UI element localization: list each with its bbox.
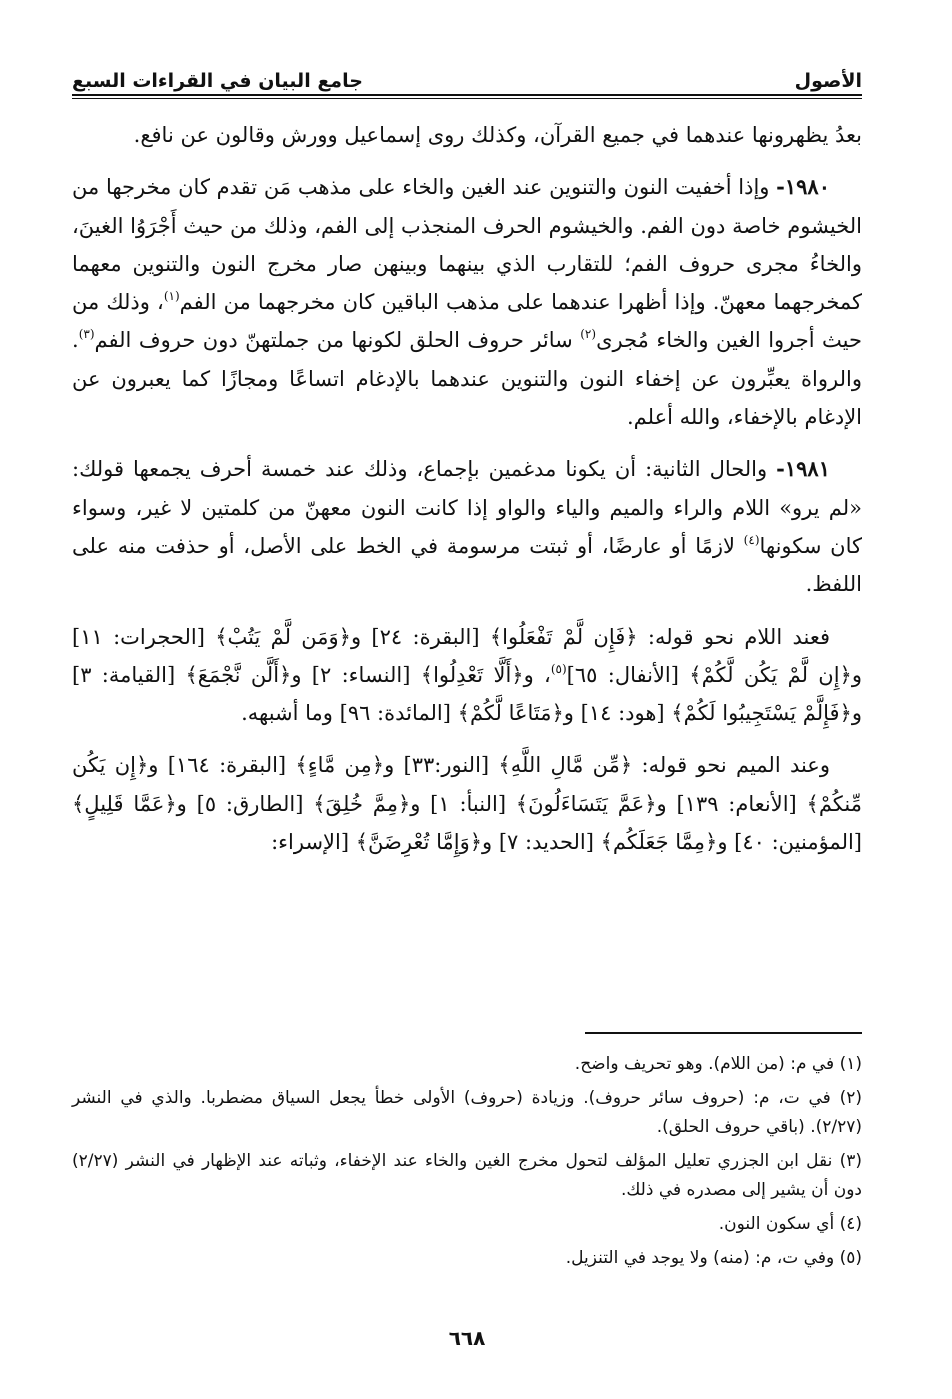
footnote-ref[interactable]: (٣) — [78, 327, 95, 342]
paragraph-1981 — [72, 450, 862, 603]
paragraph-text: والحال الثانية: أن يكونا مدغمين بإجماع، وذلك عند خمسة أحرف يجمعها قولك: «لم يرو» اللام والراء والميم والياء والواو إذا كانت النون معهنّ من كلمتين لا غير، وسواء كان سكونها — [72, 457, 862, 558]
book-page — [72, 0, 862, 1399]
paragraph-text: ، وذلك من حيث أجروا الغين والخاء مُجرى — [72, 290, 862, 353]
paragraph-text: بعدُ يظهرونها عندهما في جميع القرآن، وكذلك روى إسماعيل وورش وقالون عن نافع. — [133, 123, 862, 147]
book-title: جامع البيان في القراءات السبع — [72, 70, 363, 92]
paragraph-mim-examples — [72, 746, 862, 861]
paragraph-number: ١٩٨٠- — [776, 174, 830, 200]
paragraph-text: ، و﴿أَلَّا تَعْدِلُوا﴾ [النساء: ٢] و﴿أَلَّن نَّجْمَعَ﴾ [القيامة: ٣] و﴿فَإِلَّمْ يَسْتَجِيبُوا لَكُمْ﴾ [هود: ١٤] و﴿مَتَاعًا لَّكُمْ﴾ [المائدة: ٩٦] وما أشبهه. — [72, 662, 862, 726]
paragraph-text: سائر حروف الحلق لكونها من جملتهنّ دون حروف الفم — [94, 328, 581, 353]
paragraph-1980 — [72, 168, 862, 436]
paragraph-text: وعند الميم نحو قوله: ﴿مِّن مَّالِ اللَّهِ﴾ [النور:٣٣] و﴿مِن مَّاءٍ﴾ [البقرة: ١٦٤] و﴿إِن يَكُن مِّنكُمْ﴾ [الأنعام: ١٣٩] و﴿عَمَّ يَتَسَاءَلُونَ﴾ [النبأ: ١] و﴿مِمَّ خُلِقَ﴾ [الطارق: ٥] و﴿عَمَّا قَلِيلٍ﴾ [المؤمنين: ٤٠] و﴿مِمَّا جَعَلَكُم﴾ [الحديد: ٧] و﴿وَإِمَّا تُعْرِضَنَّ﴾ [الإسراء: — [72, 753, 862, 855]
footnotes — [72, 1050, 862, 1278]
paragraph-text: وإذا أخفيت النون والتنوين عند الغين والخاء على مذهب مَن تقدم كان مخرجها من الخيشوم خاصة دون الفم. والخيشوم الحرف المنجذب إلى الفم، وذلك من حيث أَجْرَوُا الغينَ، والخاءُ مجرى حروف الفم؛ للتقارب الذي بينهما وبينهن صار مخرج النون والتنوين معهما كمخرجهما معهنّ. وإذا أظهرا عندهما على مذهب الباقين كان مخرجهما من الفم — [72, 175, 863, 315]
paragraph-text: . والرواة يعبِّرون عن إخفاء النون والتنوين عندهما بالإدغام اتساعًا ومجازًا كما يعبرون عن الإدغام بالإخفاء، والله أعلم. — [72, 328, 862, 430]
footnote-ref[interactable]: (١) — [163, 289, 180, 304]
paragraph-continuation — [72, 116, 862, 154]
page-number: ٦٦٨ — [448, 1326, 486, 1350]
paragraph-text: فعند اللام نحو قوله: ﴿فَإِن لَّمْ تَفْعَلُوا﴾ [البقرة: ٢٤] و﴿وَمَن لَّمْ يَتُبْ﴾ [الحجرات: ١١] و﴿إِن لَّمْ يَكُن لَّكُمْ﴾ [الأنفال: ٦٥] — [72, 624, 862, 687]
footnote-ref[interactable]: (٥) — [550, 661, 567, 676]
running-header — [72, 58, 862, 96]
main-text — [72, 116, 862, 875]
footnote-ref[interactable]: (٢) — [580, 327, 597, 342]
footnote-2: (٢) في ت، م: (حروف سائر حروف). وزيادة (حروف) الأولى خطأ يجعل السياق مضطربا. والذي في النشر (٢/٢٧). (باقي حروف الحلق). — [72, 1088, 862, 1137]
paragraph-text: لازمًا أو عارضًا، أو ثبتت مرسومة في الخط على الأصل، أو حذفت منه على اللفظ. — [72, 533, 862, 597]
paragraph-lam-examples — [72, 618, 862, 733]
footnote-3: (٣) نقل ابن الجزري تعليل المؤلف لتحول مخرج الغين والخاء عند الإخفاء، وثباته عند الإظهار في النشر (٢/٢٧) دون أن يشير إلى مصدره في ذلك. — [72, 1151, 862, 1200]
footnote-1: (١) في م: (من اللام). وهو تحريف واضح. — [574, 1054, 862, 1074]
footnote-4: (٤) أي سكون النون. — [718, 1214, 862, 1234]
footnote-separator — [585, 1032, 862, 1034]
section-title: الأصول — [794, 70, 862, 92]
footnote-5: (٥) وفي ت، م: (منه) ولا يوجد في التنزيل. — [565, 1248, 862, 1268]
footnote-ref[interactable]: (٤) — [743, 532, 760, 547]
paragraph-number: ١٩٨١- — [776, 456, 830, 482]
header-rule — [72, 94, 862, 99]
